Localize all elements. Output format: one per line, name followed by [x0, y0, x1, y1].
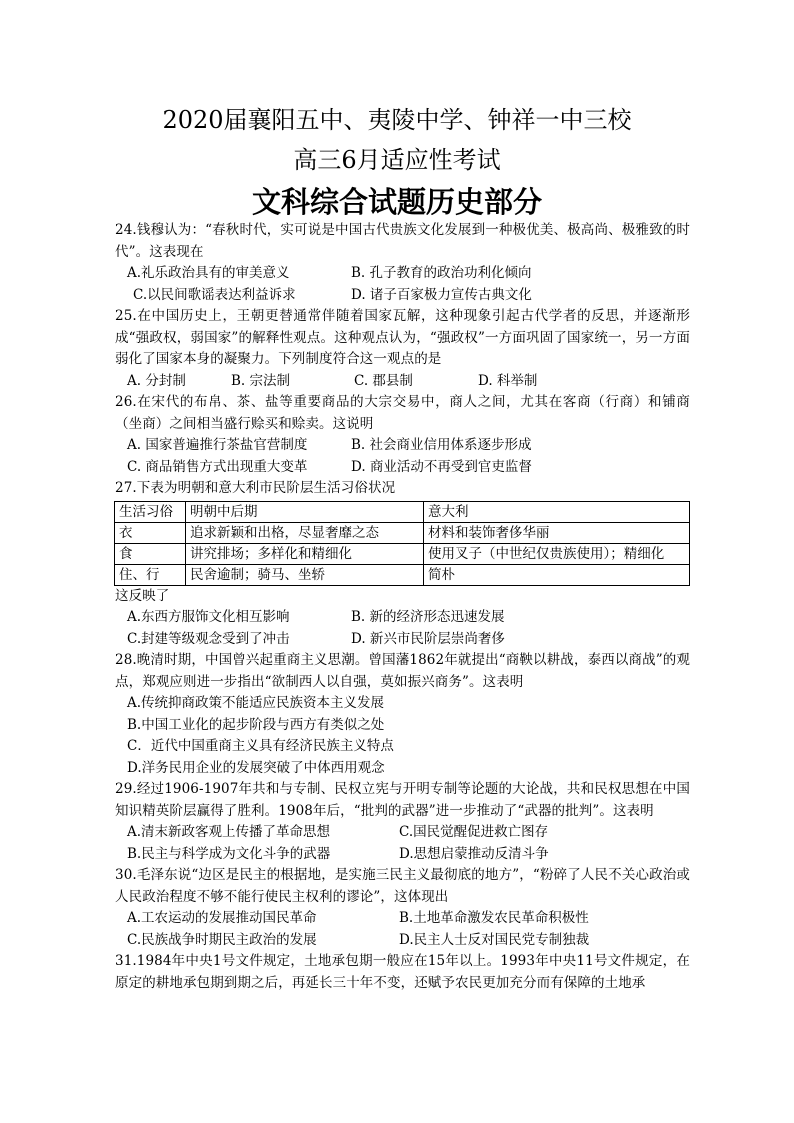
option-c: C．近代中国重商主义具有经济民族主义特点 [127, 738, 394, 754]
option-a: A. 分封制 [127, 372, 186, 389]
options [115, 607, 690, 650]
question-stem: 29.经过1906-1907年共和与专制、民权立宪与开明专制等论题的大论战，共和民权思想在中国知识精英阶层赢得了胜利。1908年后，“批判的武器”进一步推动了“武器的批判”。这表明 [115, 781, 690, 819]
table-cell: 衣 [115, 522, 186, 543]
question-stem: 27.下表为明朝和意大利市民阶层生活习俗状况 [115, 480, 396, 496]
table-header-cell: 意大利 [424, 501, 690, 522]
options [115, 822, 690, 865]
option-c: C.封建等级观念受到了冲击 [127, 630, 290, 647]
option-a: A.清末新政客观上传播了革命思想 [127, 824, 331, 840]
table-cell: 住、行 [115, 564, 186, 585]
question-31 [115, 951, 690, 994]
table-cell: 使用叉子（中世纪仅贵族使用）；精细化 [424, 543, 690, 564]
table-cell: 简朴 [424, 564, 690, 585]
question-stem: 24.钱穆认为：“春秋时代，实可说是中国古代贵族文化发展到一种极优美、极高尚、极雅致的时代”。这表现在 [115, 222, 690, 260]
table-row [115, 564, 690, 585]
option-c: C.国民觉醒促进救亡图存 [399, 824, 549, 840]
table-row [115, 522, 690, 543]
question-stem: 28.晚清时期，中国曾兴起重商主义思潮。曾国藩1862年就提出“商鞅以耕战，泰西以商战”的观点，郑观应则进一步指出“欲制西人以自强，莫如振兴商务”。这表明 [115, 652, 690, 690]
option-d: D. 商业活动不再受到官吏监督 [351, 458, 532, 475]
table-row [115, 543, 690, 564]
question-26 [115, 392, 690, 478]
option-d: D.思想启蒙推动反清斗争 [399, 845, 549, 862]
question-stem: 26.在宋代的布帛、茶、盐等重要商品的大宗交易中，商人之间，尤其在客商（行商）和铺商（坐商）之间相当盛行赊买和赊卖。这说明 [115, 394, 690, 432]
table-header-row [115, 501, 690, 522]
question-24 [115, 220, 690, 306]
option-a: A.工农运动的发展推动国民革命 [127, 910, 317, 926]
table-header-cell: 明朝中后期 [186, 501, 424, 522]
option-d: D. 诸子百家极力宣传古典文化 [351, 286, 532, 303]
option-d: D. 新兴市民阶层崇尚奢侈 [351, 630, 505, 647]
option-a: A.东西方服饰文化相互影响 [127, 609, 290, 625]
question-25 [115, 306, 690, 392]
exam-subject-title: 文科综合试题历史部分 [251, 185, 542, 219]
option-d: D.民主人士反对国民党专制独裁 [399, 931, 590, 948]
option-c: C. 郡县制 [354, 372, 413, 389]
option-c: C.以民间歌谣表达利益诉求 [133, 286, 296, 303]
question-28 [115, 650, 690, 779]
option-d: D.洋务民用企业的发展突破了中体西用观念 [127, 759, 385, 776]
question-30 [115, 865, 690, 951]
options [115, 908, 690, 951]
option-d: D. 科举制 [478, 372, 538, 389]
question-list [115, 220, 690, 994]
option-b: B.民主与科学成为文化斗争的武器 [127, 845, 331, 862]
options [115, 263, 690, 306]
option-b: B. 新的经济形态迅速发展 [351, 609, 505, 625]
option-c: C.民族战争时期民主政治的发展 [127, 931, 317, 948]
options [115, 693, 690, 779]
table-cell: 民舍逾制；骑马、坐轿 [186, 564, 424, 585]
table-header-cell: 生活习俗 [115, 501, 186, 522]
options [115, 435, 690, 478]
table-cell: 讲究排场；多样化和精细化 [186, 543, 424, 564]
option-b: B. 社会商业信用体系逐步形成 [351, 437, 532, 453]
option-b: B. 宗法制 [231, 372, 291, 389]
option-a: A.礼乐政治具有的审美意义 [127, 265, 290, 281]
options [115, 371, 690, 393]
table-cell: 材料和装饰奢侈华丽 [424, 522, 690, 543]
table-cell: 追求新颖和出格，尽显奢靡之态 [186, 522, 424, 543]
option-a: A. 国家普遍推行茶盐官营制度 [127, 437, 308, 453]
question-stem: 30.毛泽东说“边区是民主的根据地，是实施三民主义最彻底的地方”，“粉碎了人民不关心政治或人民政治程度不够不能行使民主权利的谬论”，这体现出 [115, 867, 690, 905]
option-b: B. 孔子教育的政治功利化倾向 [351, 265, 532, 281]
question-29 [115, 779, 690, 865]
table-cell: 食 [115, 543, 186, 564]
question-stem-continued: 这反映了 [115, 587, 170, 604]
exam-school-title: 2020届襄阳五中、夷陵中学、钟祥一中三校 [162, 106, 632, 134]
question-stem: 25.在中国历史上，王朝更替通常伴随着国家瓦解，这种现象引起古代学者的反思，并逐渐形成“强政权，弱国家”的解释性观点。这种观点认为，“强政权”一方面巩固了国家统一，另一方面弱化了国家本身的凝聚力。下列制度符合这一观点的是 [115, 308, 690, 367]
customs-table [114, 501, 690, 586]
option-b: B.土地革命激发农民革命积极性 [399, 910, 589, 926]
option-b: B.中国工业化的起步阶段与西方有类似之处 [127, 716, 385, 733]
question-27 [115, 478, 690, 650]
question-stem: 31.1984年中央1号文件规定，土地承包期一般应在15年以上。1993年中央11号文件规定，在原定的耕地承包期到期之后，再延长三十年不变，还赋予农民更加充分而有保障的土地承 [115, 953, 690, 991]
exam-session-title: 高三6月适应性考试 [293, 146, 501, 174]
option-c: C. 商品销售方式出现重大变革 [127, 458, 308, 475]
option-a: A.传统抑商政策不能适应民族资本主义发展 [127, 695, 385, 711]
